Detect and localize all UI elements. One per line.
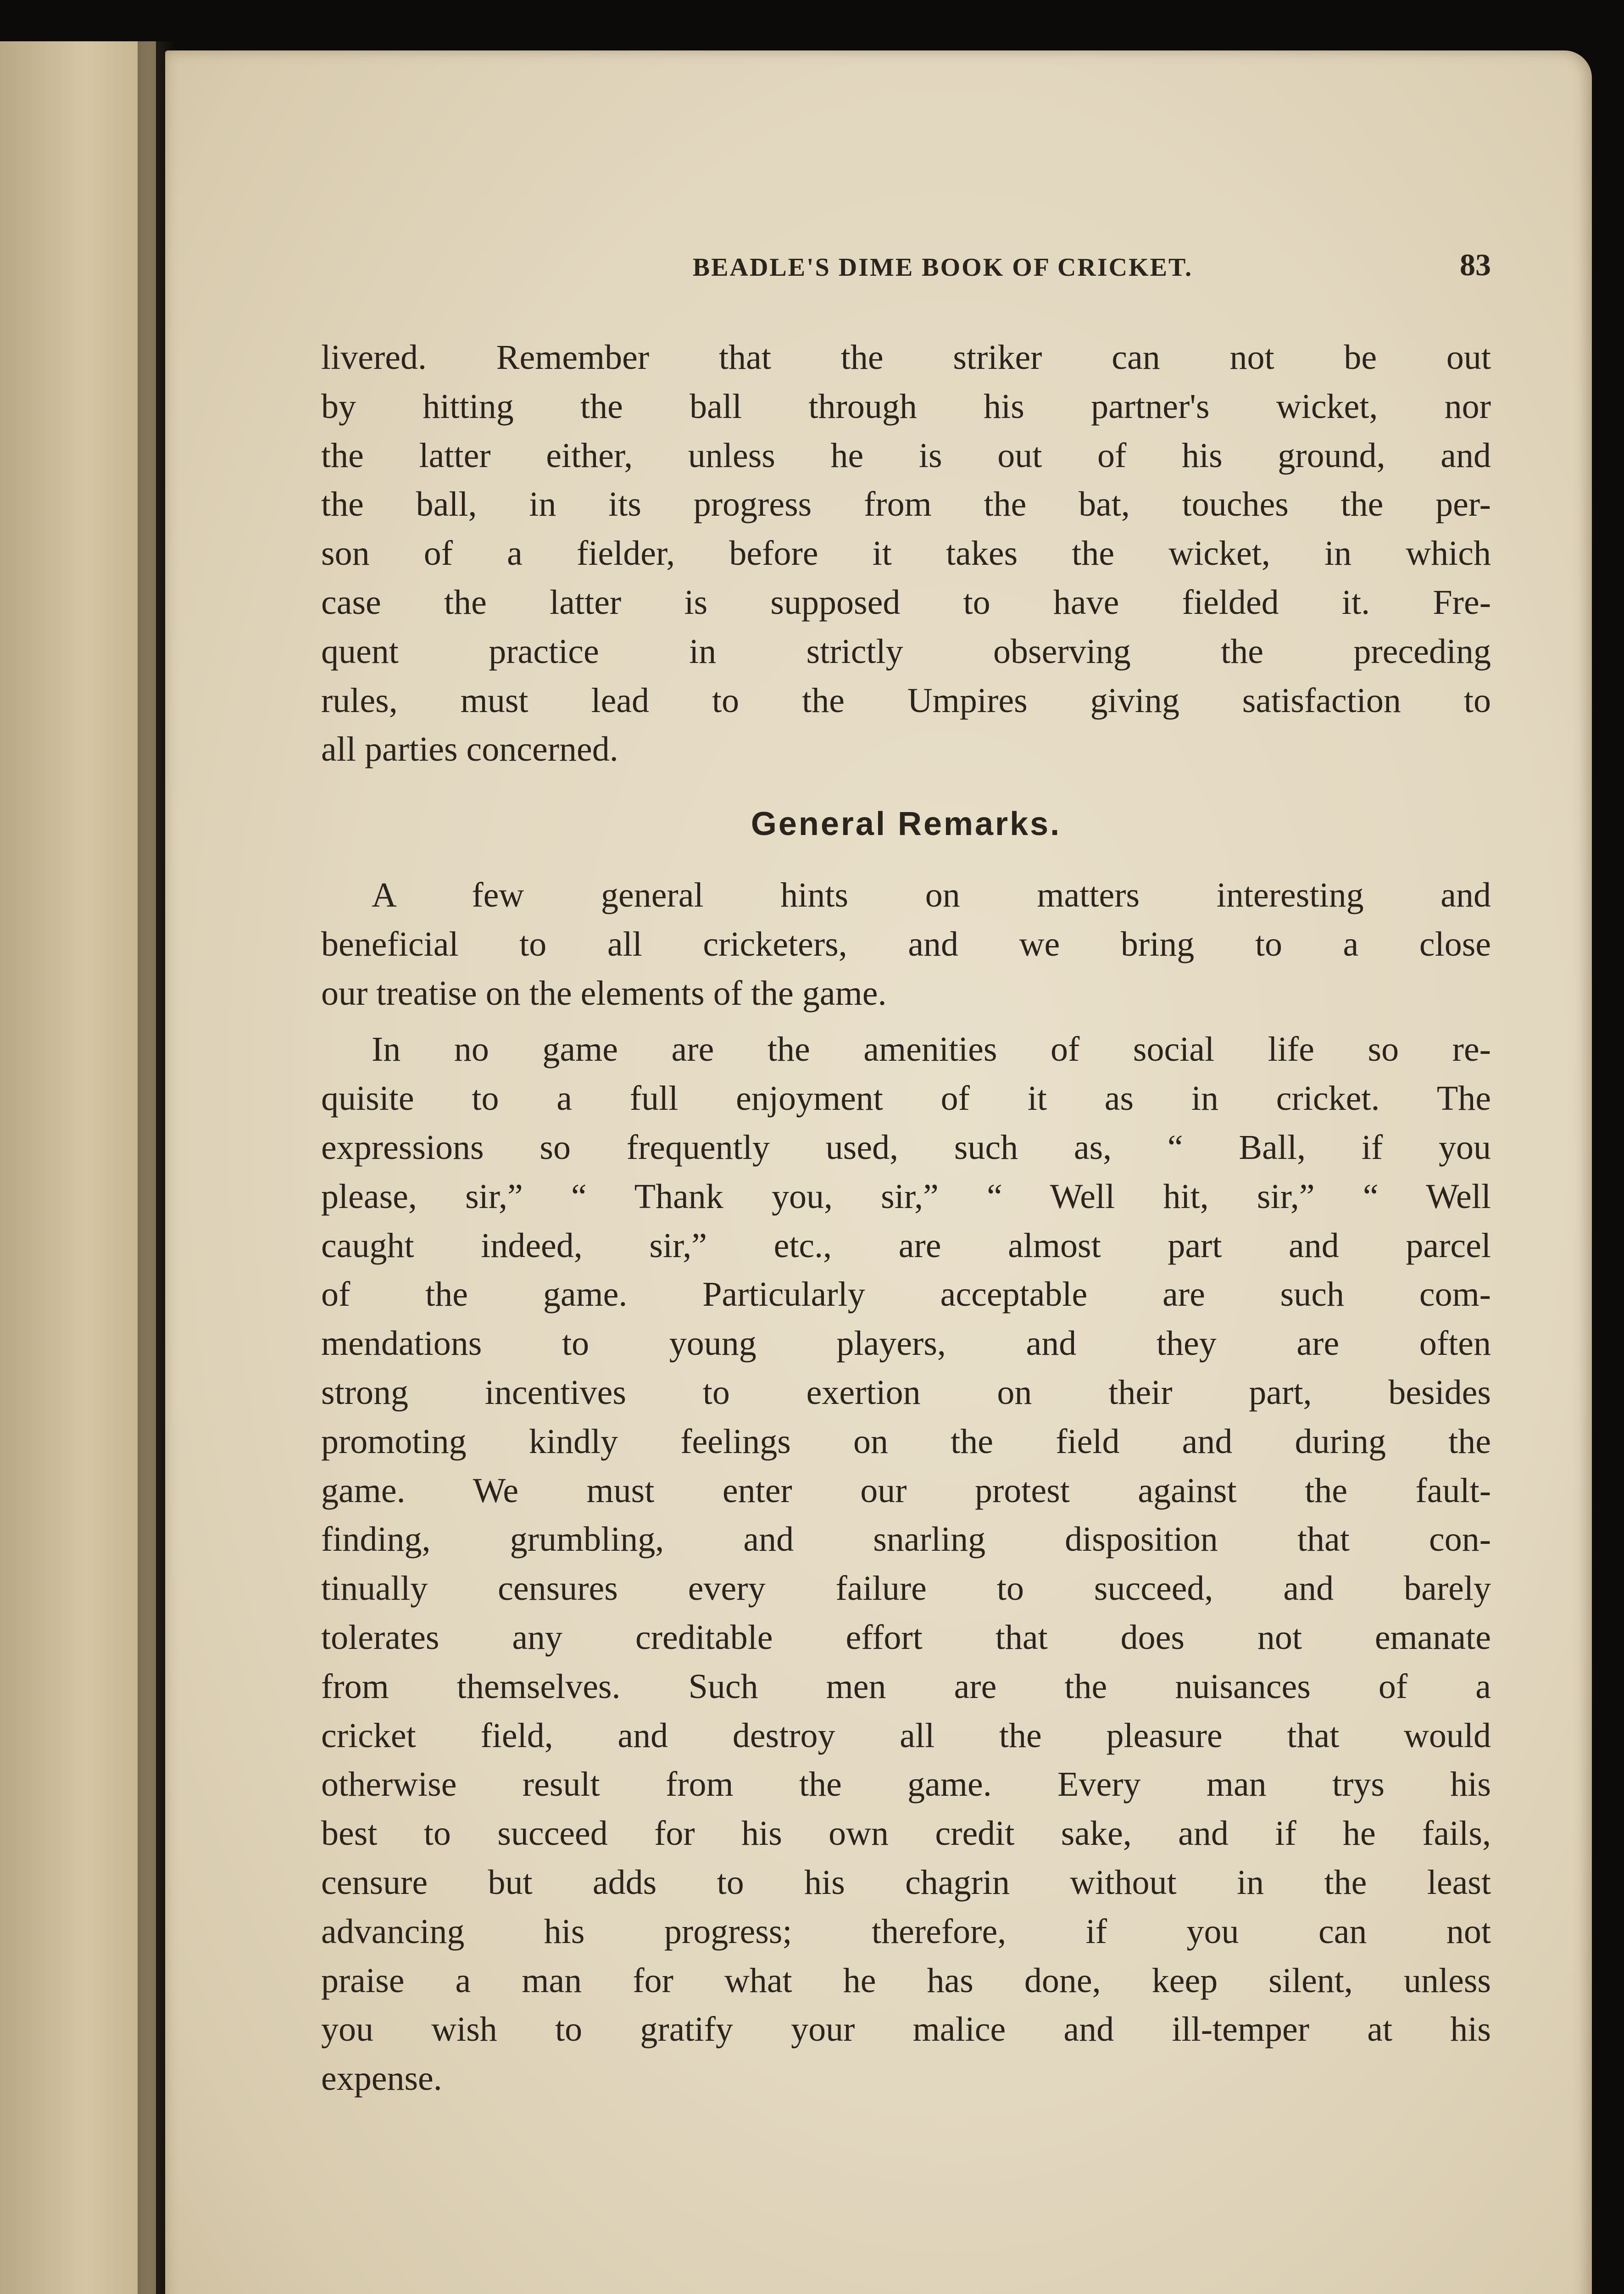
text-line: game. We must enter our protest against the fault-	[321, 1471, 1491, 1510]
text-line: strong incentives to exertion on their part, besides	[321, 1373, 1491, 1412]
text-line: In no game are the amenities of social life so re-	[372, 1030, 1491, 1069]
text-line: from themselves. Such men are the nuisances of a	[321, 1667, 1491, 1706]
section-heading: General Remarks.	[751, 806, 1062, 843]
text-line: livered. Remember that the striker can not be out	[321, 338, 1491, 377]
text-line: best to succeed for his own credit sake, and if he fails,	[321, 1814, 1491, 1853]
text-line: rules, must lead to the Umpires giving satisfaction to	[321, 681, 1491, 720]
text-line: the latter either, unless he is out of his ground, and	[321, 436, 1491, 475]
paragraph	[321, 1025, 1491, 2103]
text-line: promoting kindly feelings on the field and during the	[321, 1422, 1491, 1461]
text-line: case the latter is supposed to have fielded it. Fre-	[321, 583, 1491, 622]
text-line: our treatise on the elements of the game.	[321, 974, 887, 1013]
text-line: A few general hints on matters interesting and	[372, 875, 1491, 914]
text-line: censure but adds to his chagrin without in the least	[321, 1863, 1491, 1902]
text-line: otherwise result from the game. Every man trys his	[321, 1765, 1491, 1804]
paragraph	[321, 871, 1491, 1018]
text-line: mendations to young players, and they are often	[321, 1324, 1491, 1363]
text-line: of the game. Particularly acceptable are such com-	[321, 1275, 1491, 1314]
text-line: finding, grumbling, and snarling disposition that con-	[321, 1520, 1491, 1559]
text-line: by hitting the ball through his partner's wicket, nor	[321, 387, 1491, 426]
text-line: tolerates any creditable effort that does not emanate	[321, 1618, 1491, 1657]
text-line: the ball, in its progress from the bat, touches the per-	[321, 485, 1491, 524]
book-page	[165, 50, 1592, 2294]
text-line: quisite to a full enjoyment of it as in cricket. The	[321, 1079, 1491, 1118]
text-line: caught indeed, sir,” etc., are almost part and parcel	[321, 1226, 1491, 1265]
running-head	[321, 243, 1491, 294]
running-head-title: BEADLE'S DIME BOOK OF CRICKET.	[692, 253, 1193, 282]
page-text-block	[321, 243, 1491, 2103]
left-page-edge	[0, 41, 156, 2294]
text-line: praise a man for what he has done, keep silent, unless	[321, 1961, 1491, 2000]
paragraph-gap	[321, 1018, 1491, 1025]
text-line: expressions so frequently used, such as, “ Ball, if you	[321, 1128, 1491, 1167]
page-number: 83	[1460, 247, 1491, 282]
text-line: beneficial to all cricketers, and we bring to a close	[321, 924, 1491, 963]
text-line: please, sir,” “ Thank you, sir,” “ Well hit, sir,” “ Well	[321, 1177, 1491, 1216]
text-line: advancing his progress; therefore, if you can not	[321, 1912, 1491, 1951]
text-line: tinually censures every failure to succeed, and barely	[321, 1569, 1491, 1608]
text-line: all parties concerned.	[321, 730, 618, 769]
text-line: son of a fielder, before it takes the wicket, in which	[321, 534, 1491, 573]
text-line: cricket field, and destroy all the pleasure that would	[321, 1716, 1491, 1755]
paragraph	[321, 333, 1491, 774]
text-line: quent practice in strictly observing the preceding	[321, 632, 1491, 671]
text-line: expense.	[321, 2059, 442, 2098]
text-line: you wish to gratify your malice and ill-temper at his	[321, 2010, 1491, 2049]
